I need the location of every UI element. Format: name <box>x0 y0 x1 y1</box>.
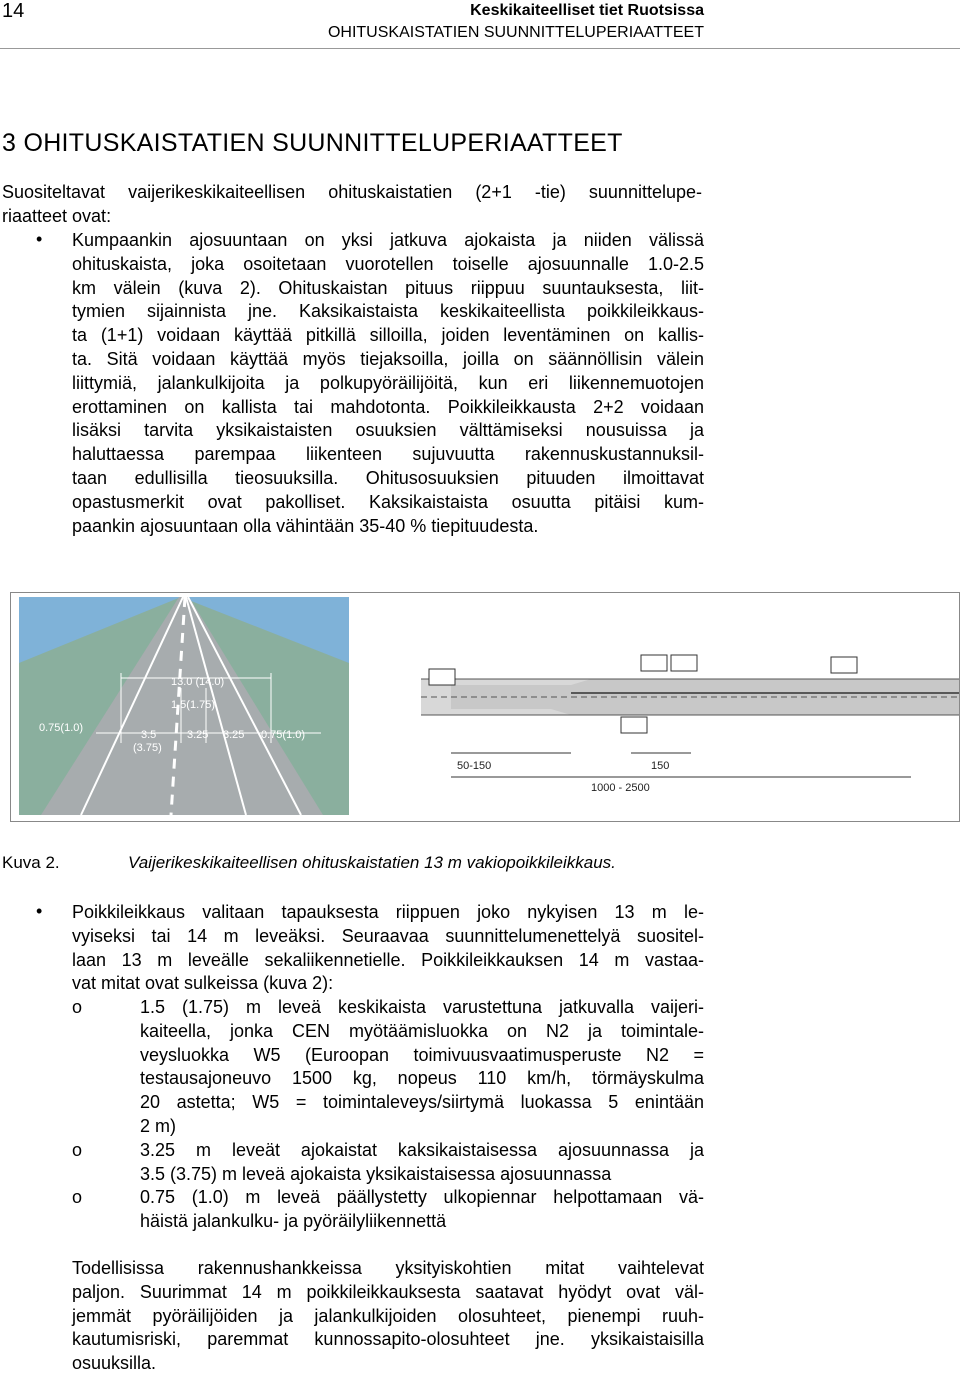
text-line: laan 13 m leveälle sekaliikennetielle. Poikkileikkauksen 14 m vastaa- <box>72 949 704 970</box>
text-line: lisäksi tarvita yksikaistaisten osuuksien välttämiseksi nousuissa ja <box>72 420 704 441</box>
dim-lane-a: 3.25 <box>187 729 209 741</box>
dim-left-shoulder: 0.75(1.0) <box>39 722 84 734</box>
text-line: km välein (kuva 2). Ohituskaistan pituus riippuu suuntauksesta, liit- <box>72 277 704 298</box>
text-line: vyiseksi tai 14 m leveäksi. Seuraavaa suunnittelumenettelyä suositel- <box>72 925 704 946</box>
text-line: Poikkileikkaus valitaan tapauksesta riippuen joko nykyisen 13 m le- <box>72 902 704 922</box>
running-header-block <box>328 0 704 44</box>
intro-line: Suositeltavat vaijerikeskikaiteellisen ohituskaistatien (2+1 -tie) suunnittelupe- <box>2 182 702 202</box>
sign-icon <box>671 655 697 671</box>
dim-lane-single: 3.5 <box>141 729 157 741</box>
text-line: vat mitat ovat sulkeissa (kuva 2): <box>72 973 334 994</box>
figure-caption: Vaijerikeskikaiteellisen ohituskaistatien 13 m vakiopoikkileikkaus. <box>128 853 616 872</box>
text-line: häistä jalankulku- ja pyöräilyliikennettä <box>140 1210 447 1231</box>
page-number: 14 <box>2 0 25 22</box>
sign-icon <box>831 657 857 673</box>
cross-section-figure <box>11 593 959 821</box>
closing-paragraph <box>72 1257 704 1376</box>
figure-number: Kuva 2. <box>2 853 60 872</box>
intro-paragraph <box>2 181 702 229</box>
dim-median: 1.5(1.75) <box>171 699 216 711</box>
text-line: erottaminen on kallista tai mahdotonta. Poikkileikkausta 2+2 voidaan <box>72 396 704 417</box>
dim-lane-single-alt: (3.75) <box>133 742 162 754</box>
dim-lane-b: 3.25 <box>223 729 245 741</box>
dim-right-shoulder: 0.75(1.0) <box>261 729 306 741</box>
dim-transition: 50-150 <box>457 760 492 772</box>
text-line: tymien sijainnista jne. Kaksikaistaista keskikaiteellista poikkileikkaus- <box>72 301 704 322</box>
text-line: haluttaessa parempaa liikenteen sujuvuutta rakennuskustannuksil- <box>72 444 704 465</box>
text-line: 0.75 (1.0) m leveä päällystetty ulkopiennar helpottamaan vä- <box>140 1187 704 1207</box>
sub-marker: o <box>72 1187 83 1207</box>
text-line: kautumisriski, paremmat kunnossapito-olosuhteet jne. yksikaistaisilla <box>72 1329 704 1350</box>
sub-marker: o <box>72 1140 83 1160</box>
text-line: ta (1+1) voidaan käyttää pitkillä silloilla, joiden leventäminen on kallis- <box>72 325 704 346</box>
bullet-dot: • <box>36 229 43 249</box>
text-line: taan edullisilla tieosuuksilla. Ohitusosuuksien pituuden ilmoittavat <box>72 467 704 488</box>
section-title: OHITUSKAISTATIEN SUUNNITTELUPERIAATTEET <box>327 24 704 41</box>
text-line: 1.5 (1.75) m leveä keskikaista varustettuna jatkuvalla vaijeri- <box>140 997 704 1017</box>
sign-icon <box>621 717 647 733</box>
bullet-dot: • <box>36 901 43 921</box>
sub-item-1 <box>140 996 704 1139</box>
text-line: veysluokka W5 (Euroopan toimivuusvaatimusperuste N2 = <box>140 1044 704 1065</box>
text-line: opastusmerkit ovat pakolliset. Kaksikaistaista osuutta pitäisi kum- <box>72 491 704 512</box>
text-line: ohituskaista, joka osoitetaan vuorotellen toiselle ajosuunnalle 1.0-2.5 <box>72 253 704 274</box>
text-line: ta. Sitä voidaan käyttää myös tiejaksoilla, joilla on säännöllisin välein <box>72 348 704 369</box>
text-line: Kumpaankin ajosuuntaan on yksi jatkuva ajokaista ja niiden välissä <box>72 230 704 250</box>
sub-item-2 <box>140 1139 704 1187</box>
text-line: paankin ajosuuntaan olla vähintään 35-40 % tiepituudesta. <box>72 515 539 536</box>
intro-line: riaatteet ovat: <box>2 205 112 226</box>
section-heading: 3 OHITUSKAISTATIEN SUUNNITTELUPERIAATTEET <box>2 129 623 157</box>
text-line: jemmät pyöräilijöiden ja jalankulkijoiden olosuhteet, pienempi ruuh- <box>72 1305 704 1326</box>
text-line: liittymiä, jalankulkijoita ja polkupyöräilijöitä, kun eri liikennemuotojen <box>72 372 704 393</box>
dim-section-length: 1000 - 2500 <box>591 782 650 794</box>
text-line: osuuksilla. <box>72 1353 157 1374</box>
text-line: Todellisissa rakennushankkeissa yksityiskohtien mitat vaihtelevat <box>72 1258 704 1278</box>
text-line: 2 m) <box>140 1115 176 1136</box>
text-line: paljon. Suurimmat 14 m poikkileikkauksesta saatavat hyödyt ovat väl- <box>72 1281 704 1302</box>
sign-icon <box>641 655 667 671</box>
bullet-1-text <box>72 229 704 538</box>
bullet-2-text <box>72 901 704 996</box>
text-line: testausajoneuvo 1500 kg, nopeus 110 km/h, törmäyskulma <box>140 1068 704 1089</box>
dim-end: 150 <box>651 760 670 772</box>
sub-marker: o <box>72 997 83 1017</box>
doc-title: Keskikaiteelliset tiet Ruotsissa <box>470 2 704 19</box>
text-line: 20 astetta; W5 = toimintaleveys/siirtymä luokassa 5 enintään <box>140 1092 704 1113</box>
dim-total: 13.0 (14.0) <box>171 676 225 688</box>
text-line: 3.25 m leveät ajokaistat kaksikaistaisessa ajosuunnassa ja <box>140 1140 704 1160</box>
figure-frame <box>10 592 960 822</box>
sign-icon <box>429 669 455 685</box>
text-line: 3.5 (3.75) m leveä ajokaista yksikaistaisessa ajosuunnassa <box>140 1163 612 1184</box>
header-divider <box>0 48 960 49</box>
text-line: kaiteella, jonka CEN myötäämisluokka on N2 ja toimintale- <box>140 1020 704 1041</box>
sub-item-3 <box>140 1186 704 1234</box>
